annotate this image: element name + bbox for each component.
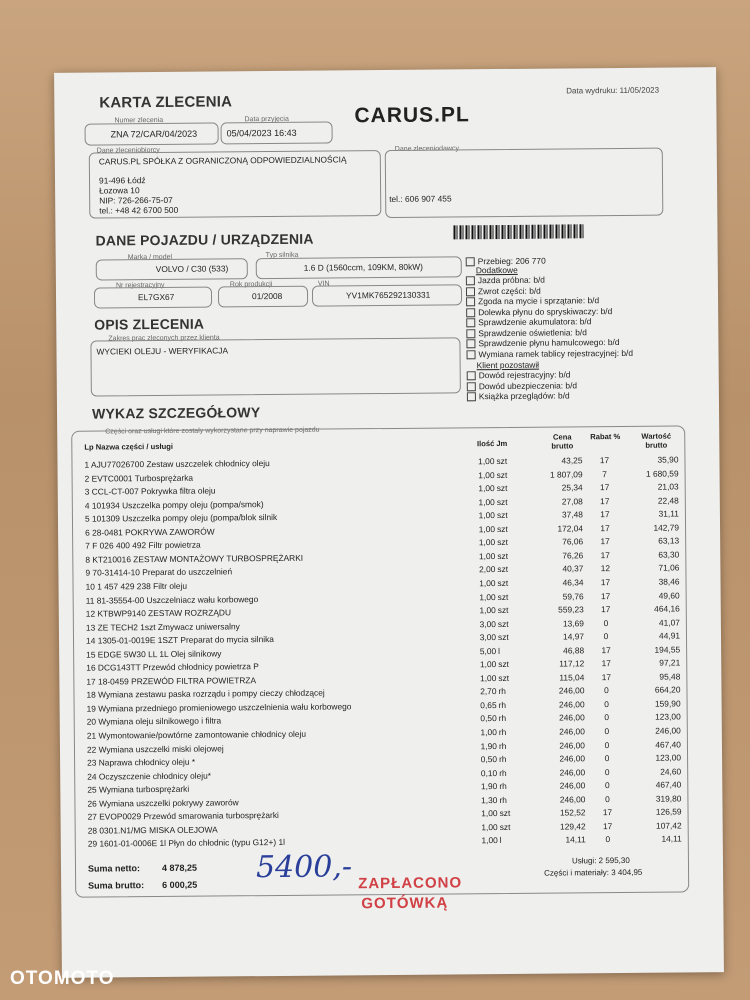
- row-value: 21,03: [657, 481, 679, 492]
- row-discount: 0: [604, 726, 610, 737]
- row-value: 95,48: [659, 671, 681, 682]
- row-price: 25,34: [561, 482, 583, 493]
- handwritten-amount: 5400,-: [255, 849, 353, 886]
- row-unit: rh: [499, 754, 507, 765]
- row-unit: szt: [496, 455, 508, 467]
- row-qty: 1,00: [481, 821, 498, 833]
- row-qty: 1,90: [480, 781, 498, 792]
- row-price: 246,00: [559, 753, 586, 764]
- row-unit: rh: [499, 794, 507, 805]
- extras-item-label: Zgoda na mycie i sprzątanie: b/d: [478, 295, 600, 307]
- row-discount: 17: [600, 577, 611, 588]
- row-discount: 17: [601, 671, 612, 682]
- row-value: 24,60: [660, 766, 682, 777]
- row-value: 123,00: [655, 752, 682, 763]
- row-name: 26 Wymiana uszczelki pokrywy zaworów: [87, 797, 239, 809]
- row-unit: szt: [498, 672, 510, 683]
- order-number-label: Numer zlecenia: [114, 116, 164, 125]
- services-total: Usługi: 2 595,30: [571, 855, 630, 866]
- row-unit: rh: [499, 781, 507, 792]
- row-price: 172,04: [557, 523, 584, 534]
- row-qty: 1,90: [480, 740, 497, 751]
- row-discount: 0: [604, 739, 610, 750]
- row-qty: 1,00: [478, 456, 495, 467]
- checkbox-icon: [466, 258, 475, 267]
- row-qty: 3,00: [479, 632, 497, 643]
- row-qty: 1,00: [481, 808, 498, 819]
- extras-title: Dodatkowe: [475, 264, 518, 276]
- row-discount: 17: [600, 495, 610, 506]
- row-name: 10 1 457 429 238 Filtr oleju: [85, 580, 188, 592]
- row-qty: 1,00: [481, 835, 498, 846]
- row-unit: l: [498, 645, 501, 656]
- net-value: 4 878,25: [161, 862, 198, 873]
- barcode: [453, 224, 583, 239]
- row-value: 107,42: [655, 820, 682, 831]
- row-name: 20 Wymiana oleju silnikowego i filtra: [86, 715, 222, 728]
- row-value: 22,48: [657, 495, 679, 506]
- row-price: 246,00: [559, 780, 586, 791]
- row-name: 27 EVOP0029 Przewód smarowania turbosprężarki: [87, 810, 279, 822]
- carus-logo: CARUS.PL: [354, 103, 470, 128]
- row-discount: 0: [604, 780, 610, 791]
- print-date: Data wydruku: 11/05/2023: [566, 85, 660, 96]
- row-qty: 1,30: [481, 794, 498, 805]
- row-price: 246,00: [559, 739, 585, 751]
- row-value: 194,55: [654, 644, 681, 655]
- row-value: 467,40: [655, 779, 682, 790]
- row-name: 19 Wymiana przedniego promieniowego uszczelnienia wału korbowego: [86, 701, 352, 714]
- row-discount: 17: [601, 644, 611, 655]
- row-discount: 0: [605, 834, 611, 845]
- checkbox-icon: [467, 372, 476, 381]
- brand-label: Marka / model: [127, 253, 173, 262]
- row-qty: 0,50: [480, 713, 497, 724]
- row-qty: 3,00: [479, 618, 496, 629]
- order-number: ZNA 72/CAR/04/2023: [110, 128, 198, 140]
- parts-total: Części i materiały: 3 404,95: [544, 867, 643, 878]
- row-unit: rh: [498, 726, 507, 738]
- contractor-label: Dane zleceniobiorcy: [96, 146, 160, 155]
- row-qty: 1,00: [478, 496, 495, 507]
- row-name: 2 EVTC0001 Turbosprężarka: [84, 472, 194, 484]
- row-unit: rh: [498, 740, 507, 751]
- row-name: 22 Wymiana uszczelki miski olejowej: [86, 742, 224, 755]
- row-qty: 1,00: [478, 550, 496, 562]
- row-name: 28 0301.N1/MG MISKA OLEJOWA: [87, 824, 218, 836]
- contractor-street: Łozowa 10: [99, 185, 140, 196]
- row-value: 664,20: [654, 684, 681, 696]
- row-qty: 1,00: [479, 578, 496, 589]
- row-value: 71,06: [658, 562, 680, 574]
- document-title: KARTA ZLECENIA: [99, 93, 233, 112]
- header-disc: Rabat %: [590, 431, 621, 442]
- row-discount: 0: [604, 753, 610, 764]
- engine-value: 1.6 D (1560ccm, 109KM, 80kW): [303, 261, 423, 273]
- year-value: 01/2008: [251, 290, 283, 302]
- row-value: 464,16: [654, 603, 680, 614]
- row-qty: 1,00: [478, 537, 496, 548]
- client-label: Dane zleceniodawcy: [394, 145, 459, 153]
- contractor-name: CARUS.PL SPÓŁKA Z OGRANICZONĄ ODPOWIEDZIALNOŚCIĄ: [98, 154, 347, 167]
- row-qty: 0,10: [480, 767, 498, 778]
- row-price: 40,37: [562, 563, 584, 574]
- row-unit: szt: [497, 605, 509, 616]
- row-value: 63,13: [658, 535, 680, 546]
- table-header: [72, 431, 684, 456]
- row-qty: 1,00: [479, 605, 496, 616]
- row-price: 76,06: [562, 536, 584, 547]
- row-unit: szt: [498, 659, 509, 670]
- checkbox-icon: [467, 393, 476, 402]
- checkbox-icon: [466, 350, 475, 359]
- left-item-label: Dowód rejestracyjny: b/d: [478, 369, 571, 381]
- brand-value: VOLVO / C30 (533): [155, 263, 229, 275]
- details-table: [71, 425, 689, 913]
- row-name: 6 28-0481 POKRYWA ZAWORÓW: [85, 526, 215, 538]
- row-value: 35,90: [657, 454, 679, 465]
- row-unit: rh: [498, 686, 506, 697]
- row-qty: 1,00: [480, 727, 497, 738]
- left-item-label: Dowód ubezpieczenia: b/d: [478, 379, 578, 391]
- row-name: 16 DCG143TT Przewód chłodnicy powietrza P: [86, 661, 259, 673]
- row-discount: 17: [600, 509, 610, 520]
- contractor-city: 91-496 Łódź: [98, 175, 146, 186]
- row-unit: szt: [497, 632, 509, 643]
- row-discount: 17: [601, 658, 611, 669]
- left-items-title: Klient pozostawił: [476, 359, 540, 371]
- paid-stamp-line2: GOTÓWKĄ: [361, 894, 449, 913]
- row-discount: 17: [602, 807, 613, 818]
- reg-label: Nr rejestracyjny: [115, 281, 165, 290]
- scope-label: Zakres prac zleconych przez klienta: [108, 334, 220, 343]
- row-value: 1 680,59: [645, 468, 679, 479]
- row-value: 319,80: [655, 793, 682, 804]
- row-discount: 17: [600, 536, 610, 547]
- row-name: 23 Naprawa chłodnicy oleju *: [87, 756, 196, 768]
- vehicle-title: DANE POJAZDU / URZĄDZENIA: [95, 230, 314, 249]
- extras-item-label: Sprawdzenie akumulatora: b/d: [478, 316, 592, 328]
- details-subtitle: Części oraz usługi które zostały wykorzystane przy naprawie pojazdu: [105, 426, 320, 436]
- row-name: 25 Wymiana turbosprężarki: [87, 783, 190, 795]
- row-unit: rh: [499, 767, 507, 778]
- row-qty: 1,00: [478, 483, 495, 494]
- contractor-nip: NIP: 726-266-75-07: [99, 194, 173, 206]
- checkbox-icon: [466, 298, 475, 307]
- row-discount: 17: [599, 482, 610, 493]
- header-jm: Jm: [496, 438, 508, 449]
- row-price: 46,88: [563, 644, 585, 656]
- row-discount: 0: [604, 685, 609, 696]
- row-qty: 5,00: [479, 645, 497, 656]
- row-qty: 2,70: [480, 686, 497, 697]
- row-value: 142,79: [653, 522, 680, 533]
- row-discount: 17: [600, 549, 610, 560]
- row-unit: szt: [497, 537, 508, 548]
- row-price: 246,00: [559, 726, 585, 737]
- checkbox-icon: [466, 287, 475, 296]
- row-name: 17 18-0459 PRZEWÓD FILTRA POWIETRZA: [86, 674, 257, 687]
- scope-value: WYCIEKI OLEJU - WERYFIKACJA: [96, 345, 229, 357]
- row-unit: szt: [497, 591, 509, 602]
- row-name: 11 81-35554-00 Uszczelniacz wału korbowego: [85, 593, 259, 606]
- checkbox-icon: [466, 319, 475, 328]
- row-name: 4 101934 Uszczelka pompy oleju (pompa/smok): [84, 498, 264, 511]
- row-discount: 0: [604, 766, 610, 777]
- row-name: 15 EDGE 5W30 LL 1L Olej silnikowy: [86, 648, 222, 660]
- row-price: 246,00: [558, 699, 585, 710]
- checkbox-icon: [466, 340, 475, 349]
- checkbox-icon: [466, 308, 475, 317]
- row-value: 159,90: [654, 698, 681, 709]
- row-discount: 12: [600, 563, 611, 574]
- row-name: 29 1601-01-0006E 1l Płyn do chłodnic (typu G12+) 1l: [87, 837, 286, 850]
- row-price: 76,26: [562, 550, 584, 561]
- extras-item: [466, 347, 633, 359]
- client-tel: tel.: 606 907 455: [389, 193, 452, 204]
- row-discount: 0: [604, 712, 610, 723]
- row-discount: 17: [601, 604, 611, 615]
- row-discount: 0: [605, 793, 610, 804]
- checkbox-icon: [466, 329, 475, 338]
- row-discount: 17: [600, 522, 610, 533]
- row-value: 44,91: [658, 630, 681, 641]
- row-name: 1 AJU77026700 Zestaw uszczelek chłodnicy oleju: [84, 458, 270, 470]
- extras-item-label: Dolewka płynu do spryskiwaczy: b/d: [478, 305, 613, 317]
- row-name: 7 F 026 400 492 Filtr powietrza: [85, 539, 201, 551]
- row-value: 246,00: [655, 725, 681, 736]
- row-unit: rh: [498, 699, 507, 710]
- left-items-list: [467, 369, 578, 401]
- row-qty: 1,00: [480, 672, 497, 684]
- otomoto-watermark: OTOMOTO: [10, 968, 115, 989]
- row-unit: szt: [497, 523, 508, 534]
- row-qty: 1,00: [478, 510, 495, 521]
- row-name: 18 Wymiana zestawu paska rozrządu i pompy cieczy chłodzącej: [86, 687, 325, 700]
- row-unit: szt: [499, 808, 511, 819]
- net-label: Suma netto:: [87, 863, 141, 874]
- row-price: 37,48: [561, 509, 583, 520]
- row-qty: 0,50: [480, 754, 498, 765]
- extras-item-label: Sprawdzenie płynu hamulcowego: b/d: [478, 336, 620, 349]
- row-price: 43,25: [561, 455, 583, 466]
- row-price: 246,00: [559, 766, 586, 778]
- row-unit: szt: [496, 510, 508, 521]
- row-name: 3 CCL-CT-007 Pokrywka filtra oleju: [84, 485, 216, 497]
- order-card-document: [54, 67, 724, 978]
- row-name: 13 ZE TECH2 1szt Zmywacz uniwersalny: [85, 620, 240, 633]
- row-unit: szt: [496, 483, 508, 494]
- row-price: 13,69: [562, 617, 584, 629]
- header-price: Cena brutto: [551, 432, 574, 451]
- row-price: 246,00: [559, 712, 585, 723]
- row-price: 129,42: [559, 821, 586, 832]
- row-unit: szt: [497, 577, 509, 588]
- engine-label: Typ silnika: [265, 251, 299, 260]
- extras-item-label: Jazda próbna: b/d: [477, 274, 545, 286]
- row-qty: 2,00: [479, 564, 496, 575]
- left-item-label: Książka przeglądów: b/d: [478, 390, 570, 402]
- row-value: 41,07: [658, 617, 680, 628]
- accept-date-label: Data przyjęcia: [244, 115, 289, 124]
- header-name: Lp Nazwa części / usługi: [84, 441, 173, 452]
- checkbox-icon: [466, 277, 475, 286]
- row-price: 46,34: [562, 577, 584, 588]
- mileage-text: Przebieg: 206 770: [477, 255, 546, 267]
- row-price: 115,04: [559, 672, 585, 683]
- extras-item-label: Wymiana ramek tablicy rejestracyjnej: b/d: [478, 347, 634, 359]
- left-item: [467, 390, 577, 401]
- row-qty: 1,00: [478, 523, 496, 534]
- row-unit: szt: [499, 821, 511, 832]
- row-unit: szt: [496, 469, 508, 480]
- order-title: OPIS ZLECENIA: [94, 315, 205, 333]
- row-value: 49,60: [658, 589, 680, 601]
- vin-label: VIN: [317, 280, 330, 288]
- row-value: 123,00: [655, 711, 681, 723]
- row-discount: 7: [602, 468, 607, 479]
- row-name: 24 Oczyszczenie chłodnicy oleju*: [87, 770, 212, 782]
- gross-value: 6 000,25: [162, 879, 198, 890]
- row-value: 38,46: [658, 576, 680, 587]
- header-val: Wartość brutto: [641, 431, 672, 450]
- row-qty: 1,00: [478, 469, 495, 480]
- row-unit: szt: [497, 564, 509, 575]
- row-price: 59,76: [562, 590, 584, 601]
- row-price: 14,97: [562, 631, 585, 642]
- row-discount: 0: [603, 631, 609, 642]
- row-unit: rh: [498, 713, 507, 724]
- row-value: 467,40: [655, 739, 681, 750]
- row-value: 126,59: [655, 806, 682, 817]
- row-name: 12 KTBWP9140 ZESTAW ROZRZĄDU: [85, 607, 232, 619]
- row-value: 31,11: [658, 508, 679, 519]
- row-name: 5 101309 Uszczelka pompy oleju (pompa/blok silnik: [84, 512, 278, 524]
- row-discount: 17: [602, 820, 613, 831]
- row-unit: szt: [497, 618, 509, 629]
- row-name: 9 70-31414-10 Preparat do uszczelnień: [85, 566, 233, 579]
- extras-item-label: Zwrot części: b/d: [477, 285, 541, 296]
- row-unit: l: [499, 835, 502, 846]
- gross-label: Suma brutto:: [88, 880, 145, 891]
- paid-stamp-line1: ZAPŁACONO: [358, 874, 463, 893]
- row-discount: 0: [603, 617, 609, 628]
- row-price: 246,00: [559, 794, 586, 805]
- row-price: 117,12: [559, 658, 585, 669]
- row-name: 14 1305-01-0019E 1SZT Preparat do mycia silnika: [85, 634, 274, 646]
- reg-value: EL7GX67: [137, 291, 175, 303]
- row-discount: 17: [599, 455, 610, 466]
- row-name: 21 Wymontowanie/powtórne zamontowanie chłodnicy oleju: [86, 728, 307, 741]
- row-qty: 1,00: [479, 659, 497, 670]
- details-title: WYKAZ SZCZEGÓŁOWY: [91, 404, 261, 422]
- row-price: 559,23: [558, 604, 584, 615]
- extras-item: [466, 305, 633, 317]
- row-price: 27,08: [561, 495, 583, 507]
- extras-item-label: Sprawdzenie oświetlenia: b/d: [478, 326, 587, 338]
- header-qty: Ilość: [476, 439, 495, 449]
- row-value: 14,11: [661, 833, 682, 845]
- row-value: 97,21: [659, 657, 681, 668]
- row-unit: szt: [496, 496, 508, 507]
- row-qty: 0,65: [480, 699, 497, 711]
- row-name: 8 KT210016 ZESTAW MONTAŻOWY TURBOSPRĘŻARKI: [85, 552, 304, 565]
- row-value: 63,30: [658, 549, 680, 560]
- row-unit: szt: [497, 550, 509, 561]
- row-price: 152,52: [559, 807, 586, 818]
- row-price: 14,11: [565, 834, 586, 845]
- contractor-tel: tel.: +48 42 6700 500: [99, 204, 179, 216]
- vin-value: YV1MK765292130331: [345, 289, 431, 301]
- checkbox-icon: [467, 382, 476, 391]
- row-discount: 0: [604, 698, 609, 710]
- year-label: Rok produkcji: [229, 281, 273, 289]
- row-qty: 1,00: [479, 591, 496, 602]
- accept-date: 05/04/2023 16:43: [226, 127, 297, 139]
- row-price: 246,00: [558, 685, 585, 696]
- row-price: 1 807,09: [549, 468, 583, 480]
- row-discount: 17: [600, 590, 611, 601]
- extras-list: [466, 274, 633, 359]
- client-box: [385, 148, 664, 218]
